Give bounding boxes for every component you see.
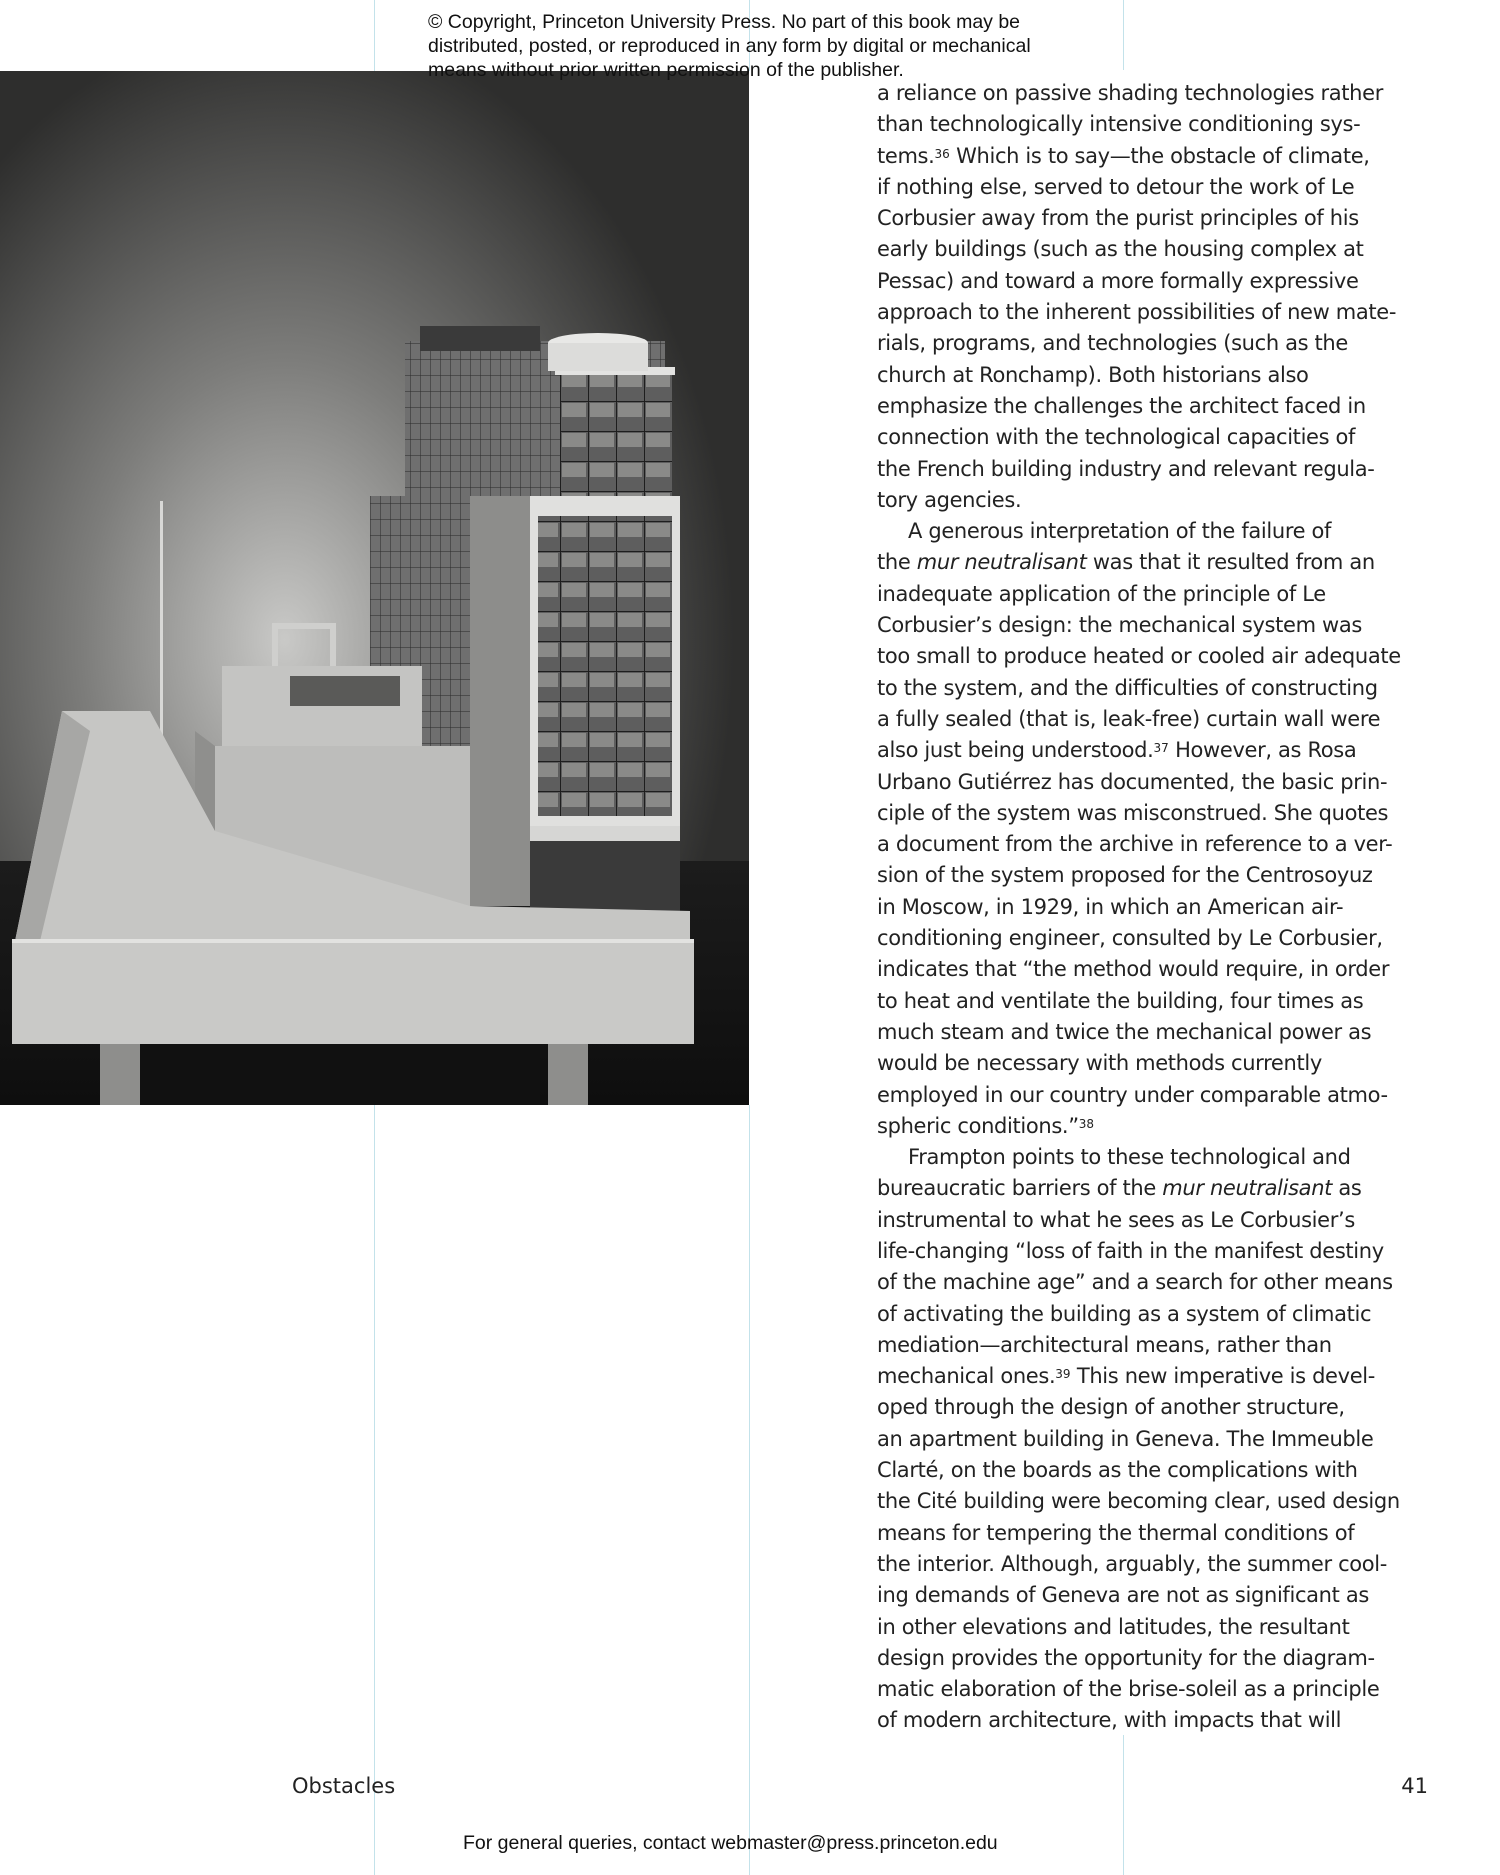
text-run: instrumental to what he sees as Le Corbusier’s [877,1207,1355,1232]
contact-footer: For general queries, contact webmaster@press.princeton.edu [463,1832,998,1854]
body-text-line [877,892,1437,923]
body-text-line [877,829,1437,860]
text-run: matic elaboration of the brise-soleil as a principle [877,1677,1380,1702]
body-text-line [877,860,1437,891]
page-number: 41 [1401,1774,1428,1798]
body-text-line [877,1486,1437,1517]
text-run: A generous interpretation of the failure of [908,519,1332,544]
body-text-line [877,328,1437,359]
body-text-line [877,579,1437,610]
text-run: much steam and twice the mechanical power as [877,1019,1372,1044]
body-text-line [877,454,1437,485]
layout-guide-middle-bottom [749,1105,750,1875]
body-text-line [877,1048,1437,1079]
text-run: mediation—architectural means, rather than [877,1332,1332,1357]
text-run: a document from the archive in reference to a ver- [877,832,1393,857]
body-text-line [877,485,1437,516]
running-head: Obstacles [292,1774,396,1798]
text-run: early buildings (such as the housing complex at [877,237,1364,262]
text-run: sion of the system proposed for the Centrosoyuz [877,863,1373,888]
text-run: of activating the building as a system of climatic [877,1301,1372,1326]
body-text-line [877,923,1437,954]
body-text-line [877,297,1437,328]
text-run: was that it resulted from an [1086,550,1375,575]
body-text-line [877,1205,1437,1236]
body-text-line [877,1518,1437,1549]
body-text-line [877,767,1437,798]
text-run: connection with the technological capacities of [877,425,1356,450]
footnote-reference: 36 [934,146,950,161]
layout-guide-left-top [374,0,375,71]
text-run: of modern architecture, with impacts that will [877,1708,1342,1733]
text-run: life-changing “loss of faith in the manifest destiny [877,1238,1384,1263]
body-text-line [877,954,1437,985]
text-run: oped through the design of another structure, [877,1395,1345,1420]
text-run: Which is to say—the obstacle of climate, [949,143,1370,168]
text-run: design provides the opportunity for the diagram- [877,1645,1375,1670]
text-run: Urbano Gutiérrez has documented, the basic prin- [877,769,1388,794]
body-text-line [877,1111,1437,1142]
body-text-line [877,1424,1437,1455]
body-text-line [877,141,1437,172]
text-run: emphasize the challenges the architect faced in [877,393,1366,418]
italic-term: mur neutralisant [1162,1176,1333,1201]
body-text-line [877,516,1437,547]
text-run: approach to the inherent possibilities of new mate- [877,300,1397,325]
text-run: Clarté, on the boards as the complications with [877,1458,1358,1483]
footnote-reference: 37 [1153,741,1169,756]
text-run: to the system, and the difficulties of constructing [877,675,1378,700]
text-run: to heat and ventilate the building, four times as [877,988,1364,1013]
text-run: means for tempering the thermal conditions of [877,1520,1355,1545]
text-run: indicates that “the method would require, in order [877,957,1390,982]
text-run: spheric conditions.” [877,1113,1079,1138]
text-run: also just being understood. [877,738,1154,763]
body-text-line [877,986,1437,1017]
text-run: Corbusier away from the purist principles of his [877,206,1359,231]
body-text-line [877,234,1437,265]
text-run: However, as Rosa [1168,738,1357,763]
body-text-line [877,1330,1437,1361]
text-run: ciple of the system was misconstrued. She quotes [877,800,1389,825]
body-text-line [877,1236,1437,1267]
text-run: ing demands of Geneva are not as significant as [877,1583,1369,1608]
body-text-line [877,641,1437,672]
text-run: in Moscow, in 1929, in which an American air- [877,894,1344,919]
text-run: the [877,550,917,575]
text-run: conditioning engineer, consulted by Le Corbusier, [877,926,1383,951]
body-text-line [877,1455,1437,1486]
text-run: Corbusier’s design: the mechanical system was [877,613,1362,638]
body-text-line [877,172,1437,203]
copyright-line: distributed, posted, or reproduced in any form by digital or mechanical [428,35,1031,57]
text-run: an apartment building in Geneva. The Immeuble [877,1426,1374,1451]
copyright-line: means without prior written permission of the publisher. [428,59,904,81]
text-run: mechanical ones. [877,1364,1056,1389]
body-text-line [877,203,1437,234]
text-run: as [1332,1176,1362,1201]
text-run: than technologically intensive conditioning sys- [877,112,1361,137]
text-run: too small to produce heated or cooled air adequate [877,644,1401,669]
text-run: inadequate application of the principle of Le [877,581,1326,606]
text-run: This new imperative is devel- [1070,1364,1375,1389]
body-text-line [877,1173,1437,1204]
figure-photo-architectural-model [0,71,749,1105]
text-run: would be necessary with methods currently [877,1051,1322,1076]
body-text-line [877,360,1437,391]
body-text-line [877,1674,1437,1705]
body-text-line [877,1580,1437,1611]
body-text-line [877,1643,1437,1674]
layout-guide-right-top [1123,0,1124,70]
body-text-line [877,1392,1437,1423]
body-text-line [877,798,1437,829]
text-run: of the machine age” and a search for other means [877,1270,1393,1295]
body-text-line [877,1142,1437,1173]
copyright-line: © Copyright, Princeton University Press. No part of this book may be [428,11,1021,33]
footnote-reference: 38 [1078,1116,1095,1131]
body-text-line [877,547,1437,578]
text-run: bureaucratic barriers of the [877,1176,1163,1201]
text-run: employed in our country under comparable atmo- [877,1082,1388,1107]
body-text-line [877,422,1437,453]
layout-guide-right-bottom [1123,1735,1124,1875]
italic-term: mur neutralisant [916,550,1087,575]
text-run: in other elevations and latitudes, the resultant [877,1614,1350,1639]
text-run: the interior. Although, arguably, the summer cool- [877,1551,1387,1576]
text-run: the French building industry and relevant regula- [877,456,1375,481]
body-text-line [877,391,1437,422]
body-text-line [877,109,1437,140]
text-run: church at Ronchamp). Both historians also [877,362,1309,387]
body-text-line [877,1267,1437,1298]
body-text-line [877,78,1437,109]
body-text-line [877,1612,1437,1643]
body-text-line [877,673,1437,704]
layout-guide-left-bottom [374,1105,375,1875]
text-run: a fully sealed (that is, leak-free) curtain wall were [877,706,1381,731]
body-text-line [877,1361,1437,1392]
text-run: a reliance on passive shading technologies rather [877,81,1383,105]
text-run: if nothing else, served to detour the work of Le [877,174,1355,199]
body-text-line [877,266,1437,297]
body-text-line [877,1549,1437,1580]
body-text-line [877,735,1437,766]
text-run: tems. [877,143,935,168]
text-run: rials, programs, and technologies (such as the [877,331,1348,356]
text-run: Frampton points to these technological and [908,1145,1351,1170]
body-text-line [877,1017,1437,1048]
text-run: Pessac) and toward a more formally expressive [877,268,1359,293]
footnote-reference: 39 [1055,1367,1071,1382]
body-text-line [877,610,1437,641]
copyright-notice [428,10,1031,82]
body-text-line [877,1299,1437,1330]
body-text-line [877,1705,1437,1736]
architectural-model-photo-icon [0,71,749,1105]
body-text-line [877,704,1437,735]
text-run: the Cité building were becoming clear, used design [877,1489,1400,1514]
body-text-line [877,1080,1437,1111]
body-text-column [877,78,1437,1737]
text-run: tory agencies. [877,487,1022,512]
